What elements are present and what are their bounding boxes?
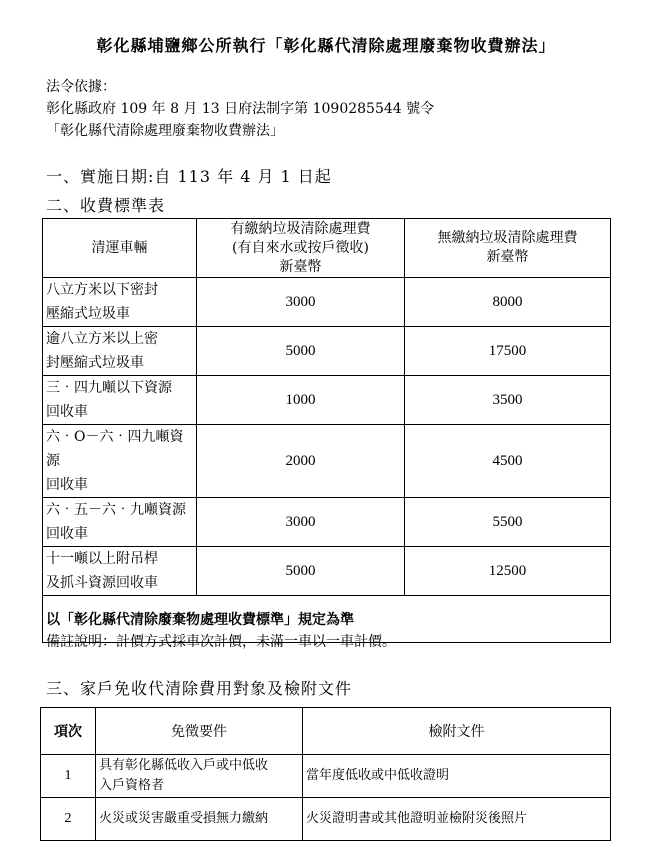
criteria-cell: 火災或災害嚴重受損無力繳納 <box>96 798 303 841</box>
header-paid-line2: (有自來水或按戶徵收) <box>232 239 369 256</box>
row-index: 1 <box>41 755 96 798</box>
header-unpaid <box>405 219 611 278</box>
vehicle-line1: 三‧四九噸以下資源 <box>46 380 172 396</box>
paid-fee: 1000 <box>197 376 405 425</box>
vehicle-line1: 十一噸以上附吊桿 <box>46 551 158 567</box>
vehicle-cell <box>43 547 197 596</box>
documents-cell: 當年度低收或中低收證明 <box>303 755 611 798</box>
unpaid-fee: 5500 <box>405 498 611 547</box>
paid-fee: 2000 <box>197 425 405 498</box>
header-criteria: 免徵要件 <box>96 708 303 755</box>
header-paid-line3: 新臺幣 <box>279 258 322 275</box>
vehicle-line1: 逾八立方米以上密 <box>46 331 158 347</box>
legal-basis-regulation: 「彰化縣代清除處理廢棄物收費辦法」 <box>46 123 284 139</box>
fee-table-header <box>43 219 611 278</box>
vehicle-line2: 回收車 <box>46 404 88 420</box>
row-index: 2 <box>41 798 96 841</box>
paid-fee: 5000 <box>197 327 405 376</box>
legal-basis <box>46 76 434 142</box>
section-effective-date: 一、實施日期:自 113 年 4 月 1 日起 <box>46 167 332 186</box>
vehicle-cell <box>43 278 197 327</box>
table-row <box>41 798 611 841</box>
criteria-line1: 具有彰化縣低收入戶或中低收 <box>99 758 269 773</box>
header-unpaid-line1: 無繳納垃圾清除處理費 <box>437 230 578 246</box>
vehicle-line2: 回收車 <box>46 477 88 493</box>
fee-table <box>42 218 611 643</box>
vehicle-cell <box>43 425 197 498</box>
section-exemption: 三、家戶免收代清除費用對象及檢附文件 <box>46 679 353 698</box>
table-row <box>43 547 611 596</box>
vehicle-line1: 六‧五－六‧九噸資源 <box>46 502 186 518</box>
unpaid-fee: 8000 <box>405 278 611 327</box>
remark-note: 備註說明：計價方式採車次計價，未滿一車以一車計價。 <box>46 634 396 650</box>
unpaid-fee: 12500 <box>405 547 611 596</box>
vehicle-line1: 六‧O－六‧四九噸資源 <box>46 429 184 469</box>
vehicle-line2: 封壓縮式垃圾車 <box>46 355 144 371</box>
documents-cell: 火災證明書或其他證明並檢附災後照片 <box>303 798 611 841</box>
exemption-table-header <box>41 708 611 755</box>
unpaid-fee: 3500 <box>405 376 611 425</box>
header-paid <box>197 219 405 278</box>
header-unpaid-line2: 新臺幣 <box>486 249 529 265</box>
paid-fee: 3000 <box>197 498 405 547</box>
table-row <box>43 498 611 547</box>
table-row <box>43 278 611 327</box>
vehicle-cell <box>43 376 197 425</box>
header-documents: 檢附文件 <box>303 708 611 755</box>
exemption-table <box>40 707 611 841</box>
fee-table-footer-text: 以「彰化縣代清除廢棄物處理收費標準」規定為準 <box>43 596 611 643</box>
table-row <box>43 376 611 425</box>
unpaid-fee: 17500 <box>405 327 611 376</box>
header-index: 項次 <box>41 708 96 755</box>
unpaid-fee: 4500 <box>405 425 611 498</box>
table-row <box>43 425 611 498</box>
vehicle-line2: 及抓斗資源回收車 <box>46 575 158 591</box>
vehicle-cell <box>43 327 197 376</box>
section-fee-standard: 二、收費標準表 <box>46 196 166 215</box>
legal-basis-decree: 彰化縣政府 109 年 8 月 13 日府法制字第 1090285544 號令 <box>46 101 435 117</box>
paid-fee: 5000 <box>197 547 405 596</box>
criteria-line2: 入戶資格者 <box>99 778 165 793</box>
vehicle-line2: 回收車 <box>46 526 88 542</box>
table-row <box>43 327 611 376</box>
header-vehicle: 清運車輛 <box>43 219 197 278</box>
legal-basis-label: 法令依據： <box>46 79 116 95</box>
vehicle-line1: 八立方米以下密封 <box>46 282 158 298</box>
document-title: 彰化縣埔鹽鄉公所執行「彰化縣代清除處理廢棄物收費辦法」 <box>96 36 556 55</box>
criteria-cell <box>96 755 303 798</box>
vehicle-cell <box>43 498 197 547</box>
table-row <box>41 755 611 798</box>
header-paid-line1: 有繳納垃圾清除處理費 <box>230 220 371 237</box>
paid-fee: 3000 <box>197 278 405 327</box>
vehicle-line2: 壓縮式垃圾車 <box>46 306 130 322</box>
